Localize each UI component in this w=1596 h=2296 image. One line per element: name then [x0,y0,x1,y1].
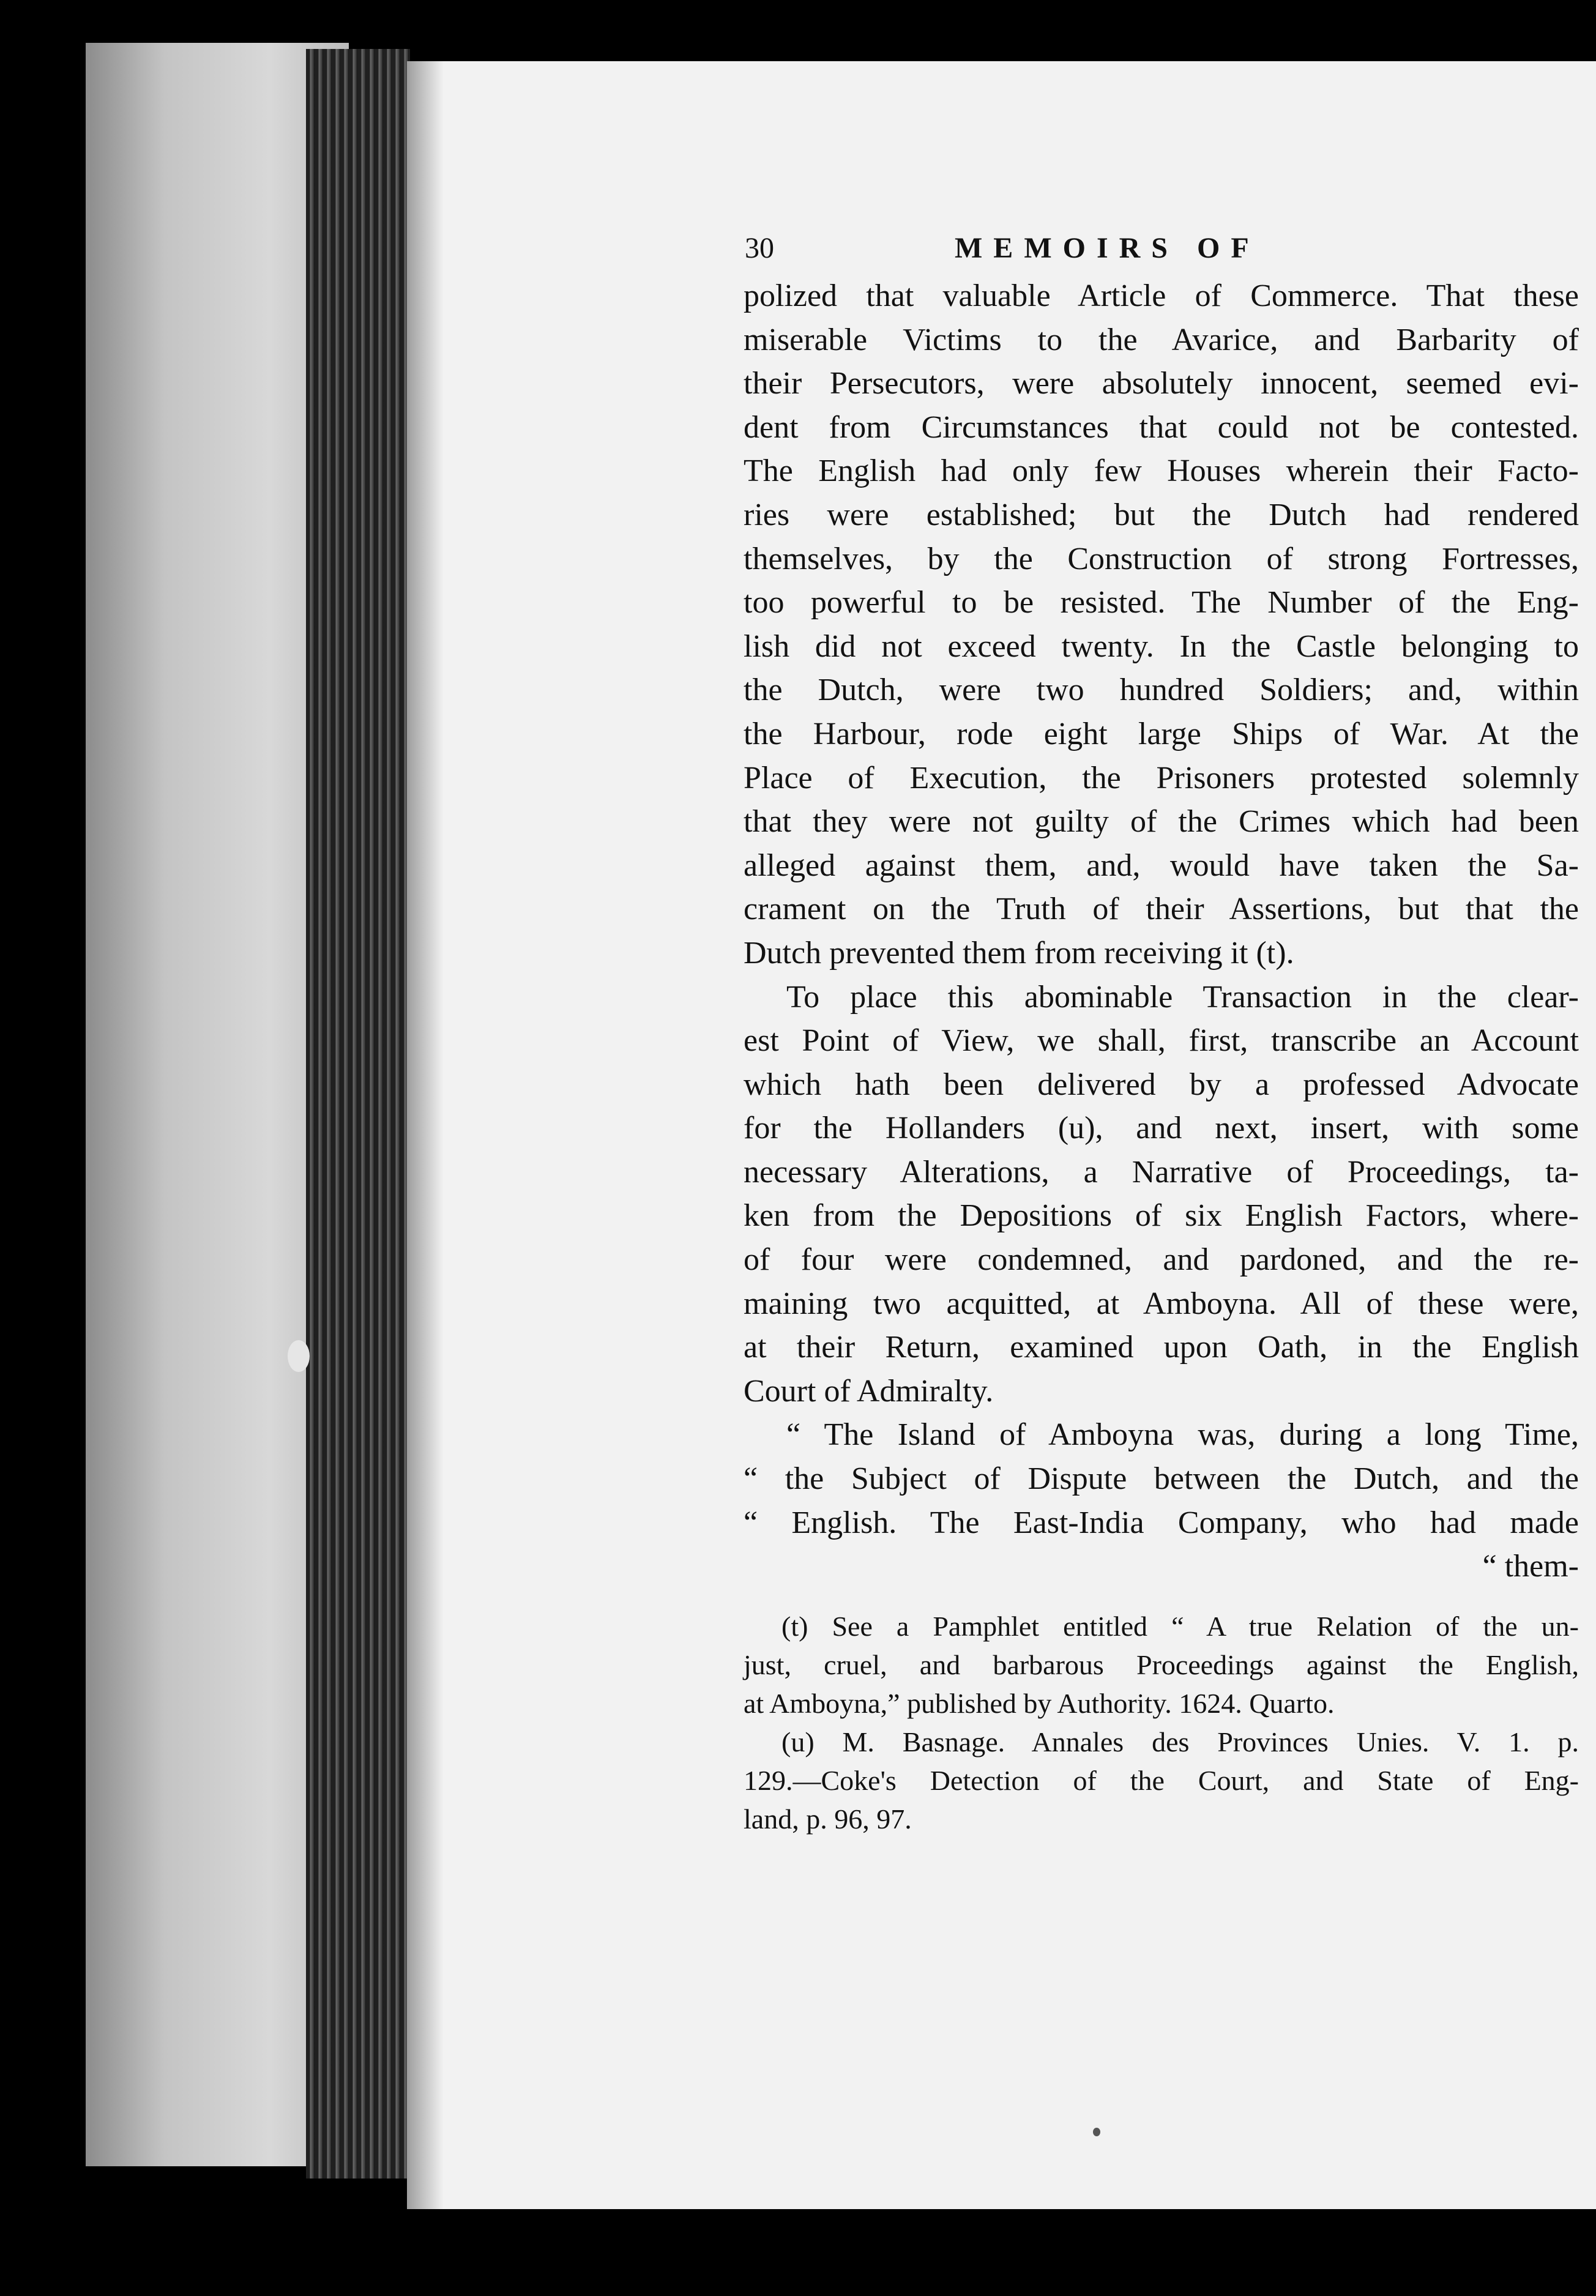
text-line: ken from the Depositions of six English Factors, where- [744,1198,1579,1234]
text-line: “ the Subject of Dispute between the Dutch, and the [744,1461,1579,1497]
text-line: Place of Execution, the Prisoners protested solemnly [744,760,1579,796]
text-line: themselves, by the Construction of strong Fortresses, [744,541,1579,576]
text-line: too powerful to be resisted. The Number of the Eng- [744,585,1579,621]
footnote-line: just, cruel, and barbarous Proceedings against the English, [744,1649,1579,1680]
page-number: 30 [745,232,774,264]
footnote-line: (u) M. Basnage. Annales des Provinces Unies. V. 1. p. [781,1726,1579,1757]
gutter-shadow [407,61,444,2209]
text-line: The English had only few Houses wherein their Facto- [744,453,1579,489]
text-line: that they were not guilty of the Crimes which had been [744,804,1579,840]
text-line: maining two acquitted, at Amboyna. All of these were, [744,1286,1579,1321]
text-line: the Dutch, were two hundred Soldiers; and, within [744,673,1579,708]
body-text [744,274,1579,1589]
page-header [744,231,1579,274]
text-line: at their Return, examined upon Oath, in the English [744,1330,1579,1365]
paper-blemish [288,1340,310,1372]
footnote-line: land, p. 96, 97. [744,1803,912,1835]
text-line: “ English. The East-India Company, who had made [744,1505,1579,1540]
text-line: of four were condemned, and pardoned, and the re- [744,1242,1579,1278]
paper-blemish [1093,2128,1100,2136]
text-line: ries were established; but the Dutch had rendered [744,497,1579,532]
footnotes [744,1607,1579,1838]
text-line: lish did not exceed twenty. In the Castle belonging to [744,628,1579,664]
text-line: miserable Victims to the Avarice, and Barbarity of [744,322,1579,357]
running-title: MEMOIRS OF [955,232,1260,264]
text-line: for the Hollanders (u), and next, insert, with some [744,1111,1579,1146]
text-line: alleged against them, and, would have taken the Sa- [744,848,1579,883]
text-line: crament on the Truth of their Assertions, but that the [744,892,1579,927]
footnote-line: (t) See a Pamphlet entitled “ A true Relation of the un- [781,1610,1579,1642]
text-line: Court of Admiralty. [744,1373,994,1409]
footnote-line: 129.—Coke's Detection of the Court, and State of Eng- [744,1764,1579,1796]
text-line: est Point of View, we shall, first, transcribe an Account [744,1023,1579,1059]
text-line: the Harbour, rode eight large Ships of War. At the [744,716,1579,751]
text-line: polized that valuable Article of Commerce. That these [744,278,1579,313]
text-line: their Persecutors, were absolutely innocent, seemed evi- [744,366,1579,401]
page-text [744,231,1579,1838]
footnote-line: at Amboyna,” published by Authority. 1624. Quarto. [744,1687,1335,1719]
text-line: Dutch prevented them from receiving it (t). [744,935,1294,971]
text-line: To place this abominable Transaction in the clear- [786,979,1579,1015]
text-line: “ The Island of Amboyna was, during a long Time, [786,1417,1579,1453]
text-line: dent from Circumstances that could not be contested. [744,409,1579,445]
book-fore-edge [306,49,410,2179]
text-line: necessary Alterations, a Narrative of Proceedings, ta- [744,1154,1579,1190]
catchword: “ them- [1482,1549,1579,1584]
text-line: which hath been delivered by a professed Advocate [744,1067,1579,1102]
